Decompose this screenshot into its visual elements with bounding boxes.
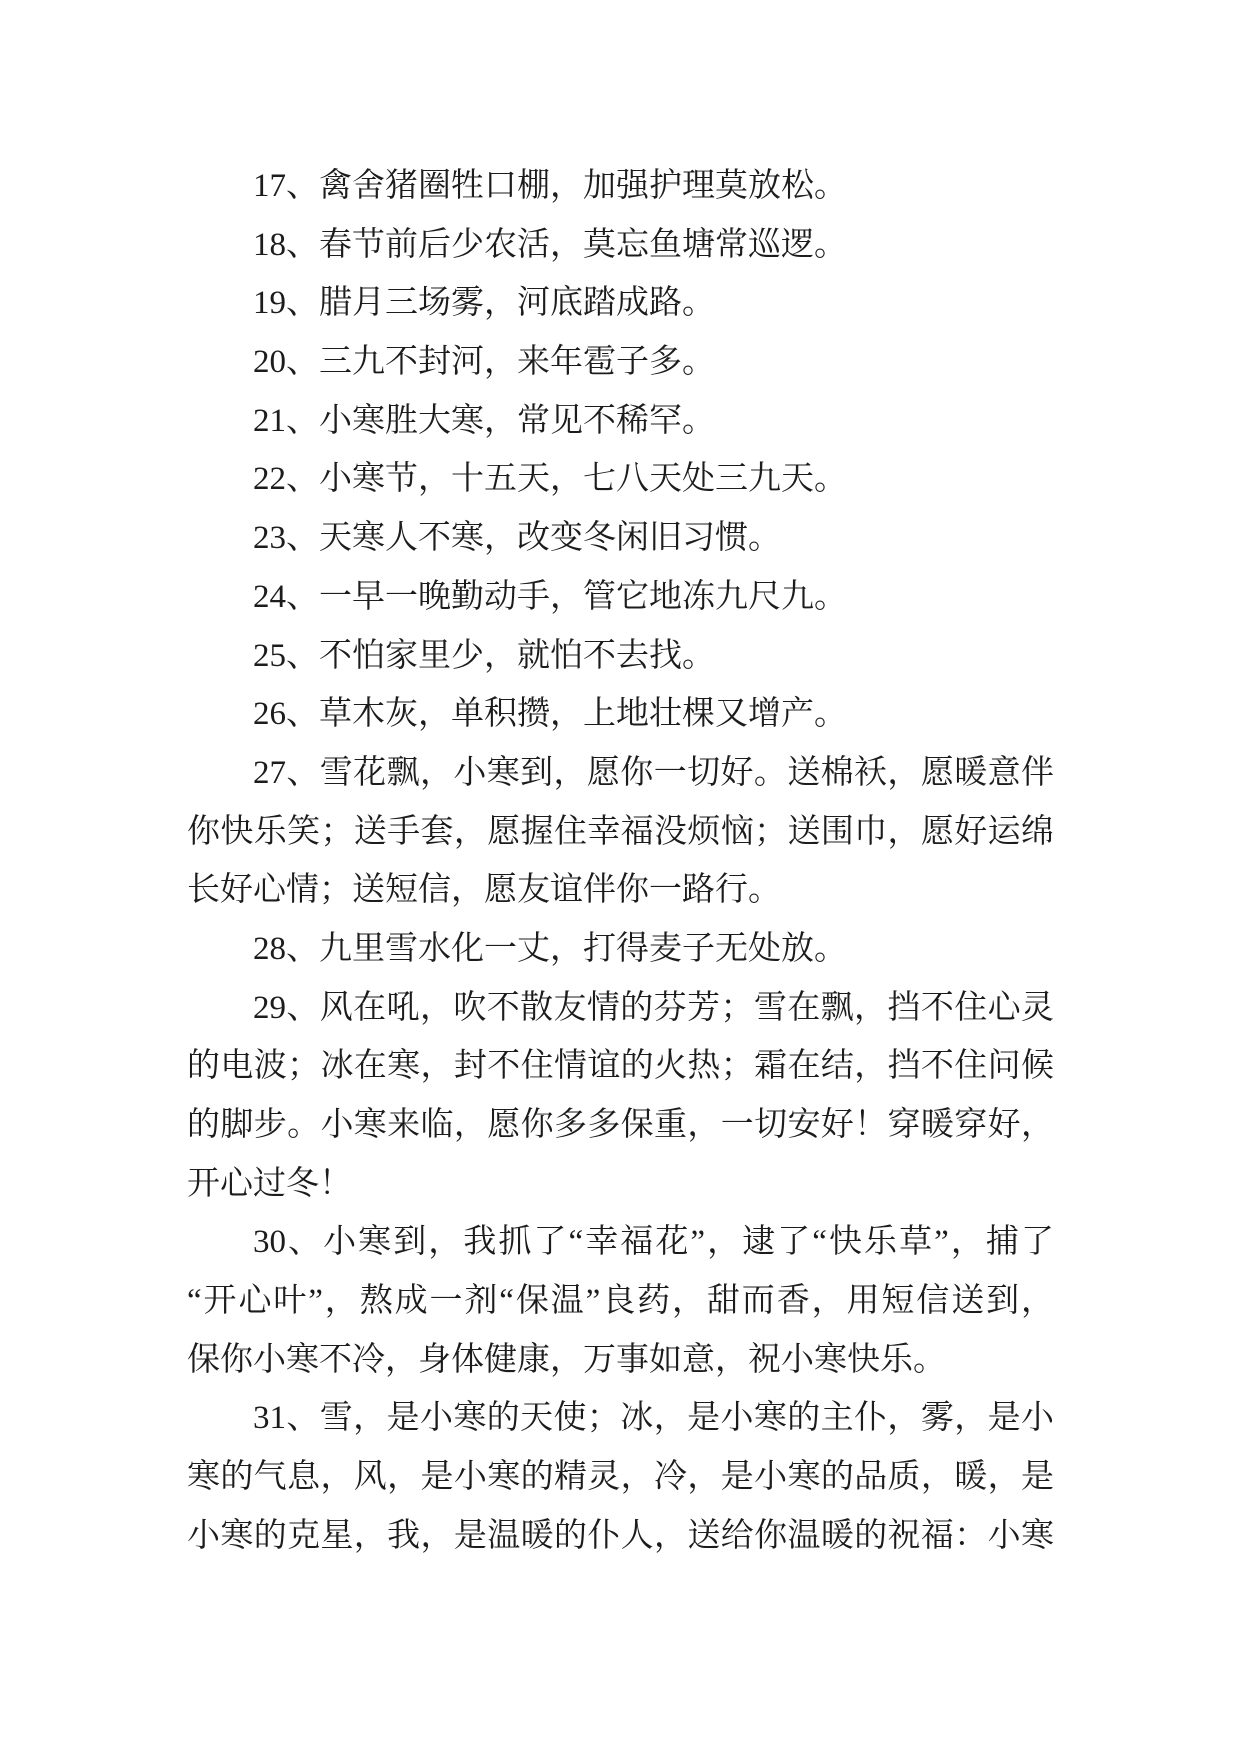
- text-line: 小寒的克星，我，是温暖的仆人，送给你温暖的祝福：小寒: [187, 1517, 1054, 1554]
- paragraph: [187, 450, 1054, 509]
- paragraph: [187, 216, 1054, 275]
- text-line: 寒的气息，风，是小寒的精灵，冷，是小寒的品质，暖，是: [187, 1459, 1054, 1496]
- text-line: 31、雪，是小寒的天使；冰，是小寒的主仆，雾，是小: [253, 1400, 1054, 1437]
- text-line: 26、草木灰，单积攒，上地壮棵又增产。: [253, 696, 847, 733]
- paragraph: [187, 333, 1054, 392]
- text-line: 开心过冬！: [187, 1165, 352, 1202]
- text-line: “开心叶”，熬成一剂“保温”良药，甜而香，用短信送到，: [187, 1283, 1054, 1320]
- text-line: 的电波；冰在寒，封不住情谊的火热；霜在结，挡不住问候: [187, 1048, 1054, 1085]
- text-line: 17、禽舍猪圈牲口棚，加强护理莫放松。: [253, 168, 847, 204]
- text-line: 18、春节前后少农活，莫忘鱼塘常巡逻。: [253, 226, 847, 263]
- paragraph: [187, 568, 1054, 627]
- text-line: 保你小寒不冷，身体健康，万事如意，祝小寒快乐。: [187, 1341, 946, 1378]
- text-line: 25、不怕家里少，就怕不去找。: [253, 637, 715, 674]
- text-line: 23、天寒人不寒，改变冬闲旧习惯。: [253, 520, 781, 557]
- text-line: 27、雪花飘，小寒到，愿你一切好。送棉袄，愿暖意伴: [253, 754, 1054, 791]
- paragraph: [187, 627, 1054, 686]
- text-line: 30、小寒到，我抓了“幸福花”，逮了“快乐草”，捕了: [253, 1224, 1054, 1261]
- text-line: 24、一早一晚勤动手，管它地冻九尺九。: [253, 578, 847, 615]
- paragraph: [187, 920, 1054, 979]
- paragraph: [187, 157, 1054, 216]
- text-line: 19、腊月三场雾，河底踏成路。: [253, 285, 715, 322]
- text-line: 22、小寒节，十五天，七八天处三九天。: [253, 461, 847, 498]
- text-line: 20、三九不封河，来年雹子多。: [253, 344, 715, 381]
- paragraph: [187, 509, 1054, 568]
- paragraph: [187, 274, 1054, 333]
- document-body: [187, 157, 1054, 1566]
- paragraph: [187, 392, 1054, 451]
- text-line: 29、风在吼，吹不散友情的芬芳；雪在飘，挡不住心灵: [253, 989, 1054, 1026]
- paragraph: [187, 744, 1054, 920]
- text-line: 28、九里雪水化一丈，打得麦子无处放。: [253, 930, 847, 967]
- text-line: 21、小寒胜大寒，常见不稀罕。: [253, 402, 715, 439]
- text-line: 长好心情；送短信，愿友谊伴你一路行。: [187, 872, 781, 909]
- paragraph: [187, 685, 1054, 744]
- paragraph: [187, 1389, 1054, 1565]
- paragraph: [187, 1213, 1054, 1389]
- text-line: 你快乐笑；送手套，愿握住幸福没烦恼；送围巾，愿好运绵: [187, 813, 1054, 850]
- text-line: 的脚步。小寒来临，愿你多多保重，一切安好！穿暖穿好，: [187, 1107, 1054, 1143]
- paragraph: [187, 979, 1054, 1214]
